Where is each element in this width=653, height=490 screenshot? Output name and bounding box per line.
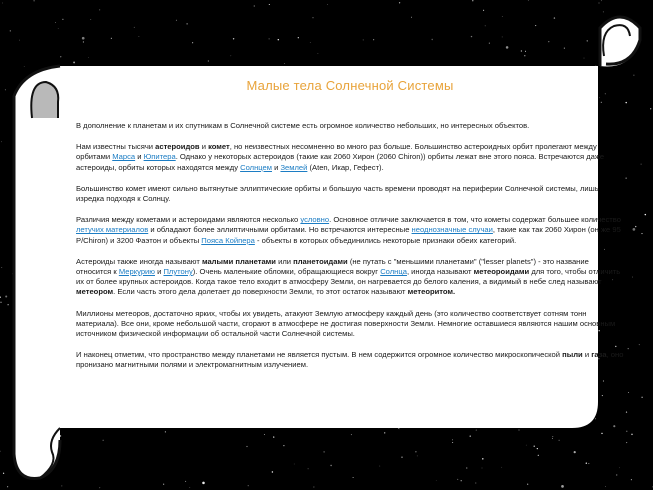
text-run: и bbox=[582, 350, 592, 360]
paragraph-2 bbox=[76, 142, 624, 173]
bold-term: метеороидами bbox=[473, 267, 530, 277]
text-run: . Однако у некоторых астероидов (такие как 2060 Хирон (2060 Chiron)) орбиты лежат вне этого пояса. Встречаются даже астероиды, орбиты которых находятся между bbox=[76, 152, 605, 172]
text-run: или bbox=[275, 256, 294, 266]
text-run: и bbox=[199, 142, 209, 152]
text-run: И наконец отметим, что пространство между планетами не является пустым. В нем содержится огромное количество микроскопической bbox=[76, 350, 563, 360]
text-link[interactable]: неоднозначные случаи bbox=[411, 225, 493, 235]
text-link[interactable]: Солнцем bbox=[240, 162, 272, 172]
text-run: Нам известны тысячи bbox=[76, 142, 156, 152]
bold-term: малыми планетами bbox=[201, 256, 276, 266]
text-link[interactable]: Солнца bbox=[380, 267, 407, 277]
slide-content bbox=[76, 78, 624, 382]
paragraph-6 bbox=[76, 309, 624, 340]
text-run: , иногда называют bbox=[406, 267, 474, 277]
text-run: В дополнение к планетам и их спутникам в Солнечной системе есть огромное количество небольших, но интересных объектов. bbox=[76, 121, 530, 130]
text-run: - объекты в которых объединились некоторые признаки обеих категорий. bbox=[254, 235, 517, 245]
bold-term: газа bbox=[591, 350, 607, 360]
paragraph-4 bbox=[76, 215, 624, 246]
text-run: (не путать с "меньшими планетами" ("lesser planets") - это название относится к bbox=[76, 256, 589, 277]
scroll-left-roll-curl bbox=[31, 82, 58, 118]
text-link[interactable]: Юпитера bbox=[143, 152, 176, 162]
paragraph-list bbox=[76, 121, 624, 371]
text-link[interactable]: условно bbox=[300, 215, 330, 225]
text-run: ). Очень маленькие обломки, обращающиеся вокруг bbox=[192, 267, 381, 277]
text-link[interactable]: Пояса Койпера bbox=[201, 235, 255, 245]
text-link[interactable]: Плутону bbox=[163, 267, 193, 277]
text-run: и bbox=[135, 152, 144, 162]
paragraph-5 bbox=[76, 257, 624, 298]
text-run: (Aten, Икар, Гефест). bbox=[307, 162, 384, 172]
text-run: и обладают более эллиптичными орбитами. Но встречаются интересные bbox=[148, 225, 412, 235]
paragraph-1 bbox=[76, 121, 624, 131]
bold-term: планетоидами bbox=[293, 256, 348, 266]
text-run: . Основное отличие заключается в том, что кометы содержат большее количество bbox=[329, 215, 621, 225]
text-run: Различия между кометами и астероидами являются несколько bbox=[76, 215, 301, 225]
text-link[interactable]: летучих материалов bbox=[76, 225, 149, 235]
scroll-left-roll bbox=[14, 66, 60, 479]
bold-term: метеором bbox=[76, 287, 114, 297]
text-run: Астероиды также иногда называют bbox=[76, 256, 202, 266]
text-link[interactable]: Марса bbox=[112, 152, 136, 162]
bold-term: комет bbox=[208, 142, 230, 152]
text-run: . Если часть этого дела долетает до поверхности Земли, то этот остаток называют bbox=[113, 287, 408, 297]
text-run: , оно пронизано магнитными полями и электромагнитным излучением. bbox=[76, 350, 624, 370]
scroll-top-roll bbox=[30, 17, 640, 66]
text-run: , такие как так 2060 Хирон (он же 95 P/Chiron) и 3200 Фаэтон и объекты bbox=[76, 225, 621, 245]
slide-title: Малые тела Солнечной Системы bbox=[246, 78, 454, 93]
text-run: и bbox=[154, 267, 164, 277]
paragraph-7 bbox=[76, 350, 624, 370]
paragraph-3 bbox=[76, 184, 624, 204]
text-run: для того, чтобы отличить их от более крупных астероидов. Когда такое тело входит в атмосферу Земли, он нагревается до белого каления, а видимый в небе след называют bbox=[76, 267, 621, 287]
text-run: и bbox=[271, 162, 281, 172]
text-run: Большинство комет имеют сильно вытянутые эллиптические орбиты и большую часть времени проводят на периферии Солнечной системы, лишь изредка подходя к Солнцу. bbox=[76, 183, 599, 204]
text-run: , но неизвестных несомненно во много раз больше. Большинство астероидных орбит пролегают между орбитами bbox=[76, 142, 597, 162]
text-link[interactable]: Землей bbox=[280, 162, 308, 172]
bold-term: пыли bbox=[562, 350, 583, 360]
bold-term: метеоритом. bbox=[407, 287, 456, 297]
bold-term: астероидов bbox=[155, 142, 200, 152]
text-run: Миллионы метеоров, достаточно ярких, чтобы их увидеть, атакуют Землую атмосферу каждый день (это количество соответствует сотням тонн материала). Все они, кроме небольшой части, сгорают в атмосфере не достигая поверхности Земли. Немногие оставшиеся являются нашим основным источником физической информации об остальной части Солнечной системы. bbox=[76, 308, 616, 339]
text-link[interactable]: Меркурию bbox=[118, 267, 155, 277]
